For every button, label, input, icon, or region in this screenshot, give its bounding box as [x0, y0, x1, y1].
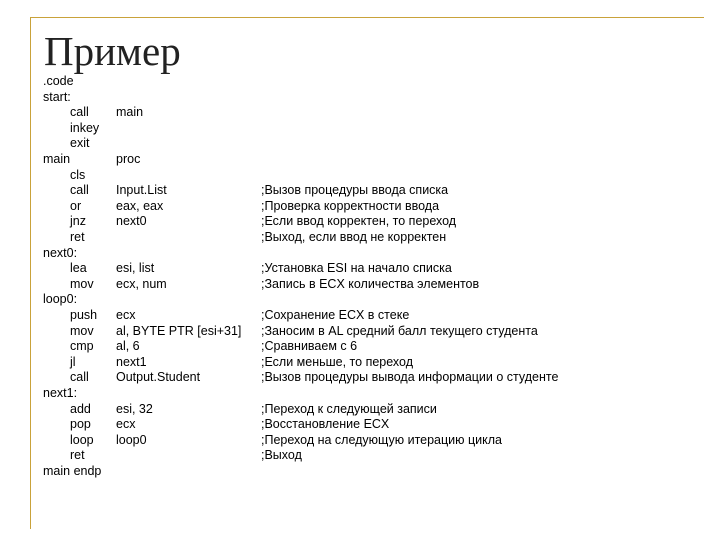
code-operands: ecx, num: [116, 277, 167, 291]
code-comment: ;Выход, если ввод не корректен: [261, 230, 447, 244]
code-mnemonic: start:: [43, 90, 71, 104]
code-operands: Input.List: [116, 183, 167, 197]
frame-top-line: [30, 17, 704, 18]
code-operands: al, BYTE PTR [esi+31]: [116, 324, 242, 338]
code-mnemonic: .code: [43, 74, 74, 88]
code-mnemonic: lea: [70, 261, 87, 275]
code-mnemonic: ret: [70, 230, 85, 244]
code-comment: ;Вызов процедуры вывода информации о студенте: [261, 370, 559, 384]
code-comment: ;Восстановление ECX: [261, 417, 390, 431]
code-operands: next0: [116, 214, 147, 228]
code-comment: ;Переход на следующую итерацию цикла: [261, 433, 502, 447]
code-mnemonic: jnz: [70, 214, 86, 228]
code-comment: ;Если ввод корректен, то переход: [261, 214, 457, 228]
code-comment: ;Запись в ECX количества элементов: [261, 277, 480, 291]
code-comment: ;Если меньше, то переход: [261, 355, 413, 369]
code-mnemonic: call: [70, 105, 89, 119]
code-mnemonic: mov: [70, 324, 94, 338]
code-mnemonic: ret: [70, 448, 85, 462]
code-mnemonic: loop: [70, 433, 94, 447]
code-mnemonic: main: [43, 152, 71, 166]
code-mnemonic: jl: [70, 355, 76, 369]
code-comment: ;Проверка корректности ввода: [261, 199, 440, 213]
code-comment: ;Переход к следующей записи: [261, 402, 437, 416]
code-mnemonic: cmp: [70, 339, 94, 353]
code-operands: loop0: [116, 433, 147, 447]
code-mnemonic: exit: [70, 136, 90, 150]
code-comment: ;Установка ESI на начало списка: [261, 261, 452, 275]
code-mnemonic: or: [70, 199, 82, 213]
code-comment: ;Вызов процедуры ввода списка: [261, 183, 449, 197]
code-operands: main: [116, 105, 144, 119]
slide-title: Пример: [44, 28, 181, 74]
frame-left-line: [30, 17, 31, 529]
code-mnemonic: mov: [70, 277, 94, 291]
code-operands: eax, eax: [116, 199, 164, 213]
code-mnemonic: push: [70, 308, 98, 322]
code-mnemonic: loop0:: [43, 292, 78, 306]
code-mnemonic: add: [70, 402, 91, 416]
code-comment: ;Заносим в AL средний балл текущего студента: [261, 324, 538, 338]
code-comment: ;Выход: [261, 448, 302, 462]
code-comment: ;Сравниваем с 6: [261, 339, 358, 353]
code-operands: ecx: [116, 308, 136, 322]
code-mnemonic: next0:: [43, 246, 78, 260]
code-operands: esi, 32: [116, 402, 153, 416]
code-mnemonic: call: [70, 370, 89, 384]
code-operands: next1: [116, 355, 147, 369]
code-operands: proc: [116, 152, 141, 166]
code-mnemonic: inkey: [70, 121, 100, 135]
code-comment: ;Сохранение ECX в стеке: [261, 308, 410, 322]
code-operands: al, 6: [116, 339, 140, 353]
code-mnemonic: call: [70, 183, 89, 197]
code-mnemonic: pop: [70, 417, 91, 431]
code-operands: ecx: [116, 417, 136, 431]
code-mnemonic: next1:: [43, 386, 78, 400]
code-mnemonic: main endp: [43, 464, 102, 478]
code-mnemonic: cls: [70, 168, 86, 182]
code-operands: esi, list: [116, 261, 155, 275]
code-operands: Output.Student: [116, 370, 201, 384]
